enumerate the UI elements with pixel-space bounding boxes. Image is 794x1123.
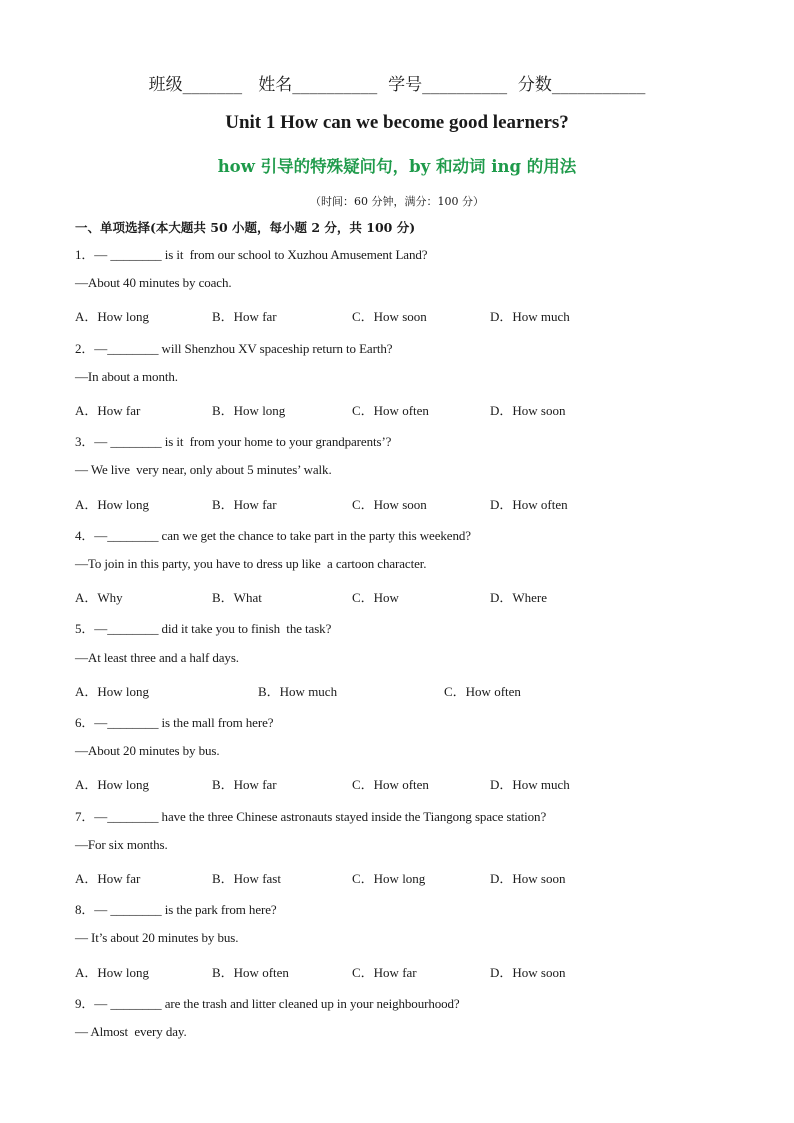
answer-option[interactable]: D．How often — [490, 496, 568, 512]
time-and-score-note: （时间：60 分钟，满分：100 分） — [310, 195, 484, 208]
page-subtitle: how 引导的特殊疑问句，by 和动词 ing 的用法 — [217, 157, 577, 176]
answer-option[interactable]: C．How often — [352, 403, 429, 418]
answer-option[interactable]: A．How far — [75, 871, 141, 886]
question-stem: 7．—________ have the three Chinese astronauts stayed inside the Tiangong space station? — [75, 808, 547, 824]
answer-option[interactable]: C．How far — [352, 964, 417, 980]
section-heading: 一、单项选择(本大题共 50 小题，每小题 2 分，共 100 分) — [75, 220, 416, 235]
answer-option[interactable]: C．How often — [352, 777, 429, 793]
question-answer-line: — Almost every day. — [75, 1024, 187, 1039]
answer-option[interactable]: A．How long — [75, 777, 150, 793]
question-stem: 4．—________ can we get the chance to take part in the party this weekend? — [75, 527, 471, 543]
question-stem: 8．— ________ is the park from here? — [75, 902, 277, 918]
answer-option[interactable]: B．What — [212, 590, 262, 606]
answer-option[interactable]: B．How far — [212, 777, 277, 793]
answer-option[interactable]: C．How soon — [352, 309, 427, 325]
student-info-line: 班级_______ 姓名__________ 学号__________ 分数___________ — [148, 75, 646, 95]
page-title: Unit 1 How can we become good learners? — [225, 112, 569, 133]
question-answer-line: —About 20 minutes by bus. — [75, 743, 220, 759]
answer-option[interactable]: B．How far — [212, 309, 277, 325]
answer-option[interactable]: A．Why — [75, 590, 123, 606]
answer-option[interactable]: B．How fast — [212, 871, 281, 886]
question-stem: 3．— ________ is it from your home to your grandparents’? — [75, 434, 392, 450]
answer-option[interactable]: A．How far — [75, 403, 141, 418]
answer-option[interactable]: C．How soon — [352, 496, 427, 512]
answer-option[interactable]: B．How far — [212, 496, 277, 512]
question-stem: 2．—________ will Shenzhou XV spaceship return to Earth? — [75, 340, 393, 356]
question-stem: 5．—________ did it take you to finish the task? — [75, 621, 332, 637]
answer-option[interactable]: A．How long — [75, 309, 150, 325]
question-answer-line: —For six months. — [75, 836, 168, 852]
question-answer-line: —To join in this party, you have to dress up like a cartoon character. — [75, 556, 427, 571]
answer-option[interactable]: D．How soon — [490, 964, 566, 980]
question-stem: 9．— ________ are the trash and litter cleaned up in your neighbourhood? — [75, 995, 460, 1011]
question-answer-line: —At least three and a half days. — [75, 649, 239, 665]
question-stem: 1．— ________ is it from our school to Xuzhou Amusement Land? — [75, 247, 428, 262]
question-answer-line: —In about a month. — [75, 368, 178, 384]
answer-option[interactable]: D．Where — [490, 590, 548, 606]
answer-option[interactable]: C．How — [352, 590, 399, 606]
answer-option[interactable]: B．How often — [212, 964, 289, 980]
answer-option[interactable]: D．How soon — [490, 403, 566, 418]
answer-option[interactable]: C．How often — [444, 683, 521, 699]
answer-option[interactable]: D．How soon — [490, 871, 566, 886]
answer-option[interactable]: D．How much — [490, 309, 570, 325]
answer-option[interactable]: D．How much — [490, 777, 570, 793]
question-answer-line: — We live very near, only about 5 minutes’ walk. — [75, 462, 332, 478]
answer-option[interactable]: C．How long — [352, 871, 426, 886]
question-answer-line: — It’s about 20 minutes by bus. — [75, 930, 239, 946]
answer-option[interactable]: A．How long — [75, 496, 150, 512]
question-answer-line: —About 40 minutes by coach. — [75, 275, 232, 291]
answer-option[interactable]: B．How much — [258, 683, 338, 699]
answer-option[interactable]: B．How long — [212, 403, 286, 418]
question-stem: 6．—________ is the mall from here? — [75, 715, 274, 730]
answer-option[interactable]: A．How long — [75, 964, 150, 980]
answer-option[interactable]: A．How long — [75, 683, 150, 699]
